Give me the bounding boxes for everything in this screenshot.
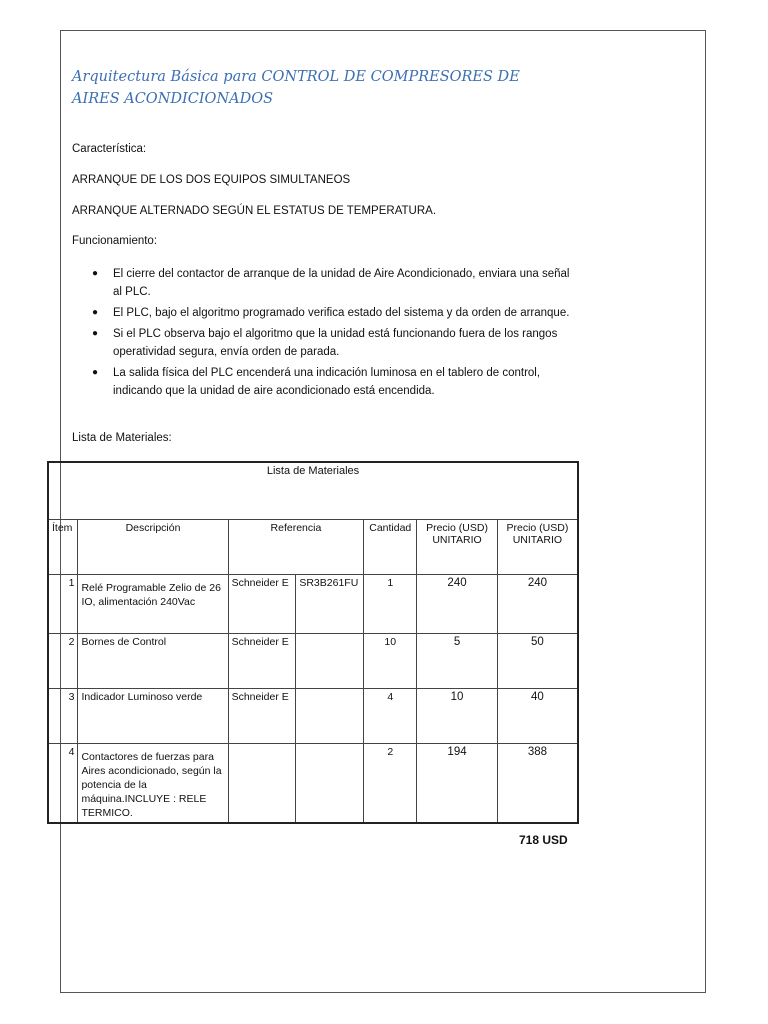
header-referencia: Referencia <box>228 520 364 575</box>
cell-marca: Schneider E <box>228 689 296 744</box>
funcionamiento-label: Funcionamiento: <box>72 235 158 247</box>
cell-descripcion: Bornes de Control <box>78 634 228 689</box>
bullet-icon: ● <box>92 307 99 318</box>
cell-cantidad: 1 <box>364 575 417 634</box>
grand-total: 718 USD <box>519 833 568 847</box>
cell-codigo <box>296 634 364 689</box>
header-item: Ítem <box>48 520 78 575</box>
table-row <box>48 575 578 634</box>
cell-descripcion: Indicador Luminoso verde <box>78 689 228 744</box>
cell-descripcion: Contactores de fuerzas para Aires acondicionado, según la potencia de la máquina.INCLUYE : RELE TERMICO. <box>78 744 228 824</box>
header-descripcion: Descripción <box>78 520 228 575</box>
bullet-icon: ● <box>92 268 99 279</box>
cell-precio: 240 <box>417 575 498 634</box>
list-item <box>72 304 572 322</box>
list-item <box>72 325 572 361</box>
cell-total: 50 <box>497 634 578 689</box>
cell-codigo <box>296 744 364 824</box>
bullet-text: El cierre del contactor de arranque de la unidad de Aire Acondicionado, enviara una señal al PLC. <box>113 268 570 298</box>
table-caption: Lista de Materiales <box>48 462 578 520</box>
header-precio-unitario: Precio (USD) UNITARIO <box>417 520 498 575</box>
bullet-icon: ● <box>92 367 99 378</box>
cell-cantidad: 4 <box>364 689 417 744</box>
bullet-text: Si el PLC observa bajo el algoritmo que la unidad está funcionando fuera de los rangos operatividad segura, envía orden de parada. <box>113 328 558 358</box>
arranque-alternado: ARRANQUE ALTERNADO SEGÚN EL ESTATUS DE TEMPERATURA. <box>72 205 437 217</box>
cell-precio: 5 <box>417 634 498 689</box>
cell-cantidad: 2 <box>364 744 417 824</box>
table-row <box>48 744 578 824</box>
cell-marca: Schneider E <box>228 634 296 689</box>
lista-materiales-label: Lista de Materiales: <box>72 432 172 444</box>
cell-codigo: SR3B261FU <box>296 575 364 634</box>
table-row <box>48 689 578 744</box>
table-caption-row <box>48 462 578 520</box>
funcionamiento-list <box>72 265 572 403</box>
caracteristica-label: Característica: <box>72 143 147 155</box>
bullet-text: El PLC, bajo el algoritmo programado verifica estado del sistema y da orden de arranque. <box>113 307 570 319</box>
cell-total: 388 <box>497 744 578 824</box>
bullet-text: La salida física del PLC encenderá una indicación luminosa en el tablero de control, indicando que la unidad de aire acondicionado está encendida. <box>113 367 541 397</box>
cell-cantidad: 10 <box>364 634 417 689</box>
list-item <box>72 364 572 400</box>
cell-precio: 10 <box>417 689 498 744</box>
cell-marca <box>228 744 296 824</box>
cell-item: 3 <box>48 689 78 744</box>
cell-descripcion: Relé Programable Zelio de 26 IO, alimentación 240Vac <box>78 575 228 634</box>
table-header-row <box>48 520 578 575</box>
cell-item: 2 <box>48 634 78 689</box>
cell-precio: 194 <box>417 744 498 824</box>
materials-table <box>47 461 579 824</box>
table-row <box>48 634 578 689</box>
cell-total: 40 <box>497 689 578 744</box>
cell-codigo <box>296 689 364 744</box>
cell-total: 240 <box>497 575 578 634</box>
bullet-icon: ● <box>92 328 99 339</box>
header-precio-unitario-2: Precio (USD) UNITARIO <box>497 520 578 575</box>
header-cantidad: Cantidad <box>364 520 417 575</box>
cell-item: 4 <box>48 744 78 824</box>
document-title: Arquitectura Básica para CONTROL DE COMPRESORES DE AIRES ACONDICIONADOS <box>72 69 520 107</box>
arranque-simultaneo: ARRANQUE DE LOS DOS EQUIPOS SIMULTANEOS <box>72 174 351 186</box>
cell-marca: Schneider E <box>228 575 296 634</box>
list-item <box>72 265 572 301</box>
cell-item: 1 <box>48 575 78 634</box>
